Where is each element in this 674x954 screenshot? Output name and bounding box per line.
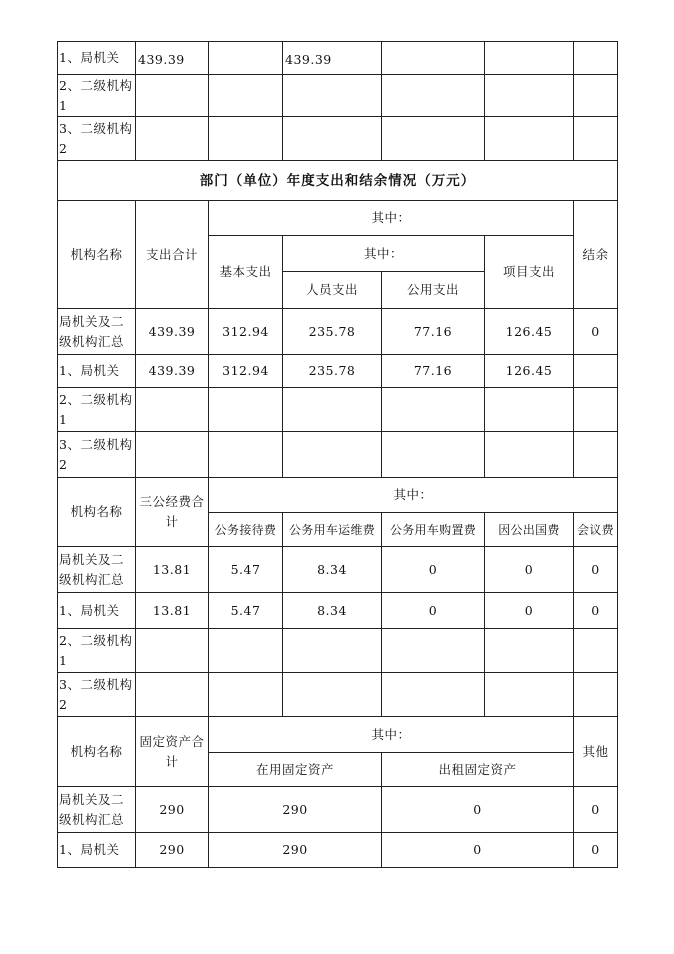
value-cell: 77.16: [382, 309, 485, 355]
value-cell: [136, 673, 209, 717]
value-cell: 13.81: [136, 547, 209, 593]
value-cell: [574, 432, 618, 478]
value-cell: [382, 388, 485, 432]
value-cell: 126.45: [485, 309, 574, 355]
org-name-cell: 局机关及二级机构汇总: [58, 309, 136, 355]
value-cell: [136, 117, 209, 161]
header-basic: 基本支出: [209, 236, 283, 309]
table-row: [58, 673, 618, 717]
value-cell: [485, 432, 574, 478]
value-cell: 0: [574, 309, 618, 355]
header-row: [58, 478, 618, 513]
value-cell: [283, 673, 382, 717]
header-vehicle-purchase: 公务用车购置费: [382, 513, 485, 547]
header-rented: 出租固定资产: [382, 753, 574, 787]
value-cell: 13.81: [136, 593, 209, 629]
header-abroad: 因公出国费: [485, 513, 574, 547]
value-cell: [485, 117, 574, 161]
value-cell: [209, 388, 283, 432]
value-cell: [574, 355, 618, 388]
value-cell: 439.39: [136, 355, 209, 388]
org-name-cell: 3、二级机构2: [58, 117, 136, 161]
section-title: 部门（单位）年度支出和结余情况（万元）: [58, 161, 618, 201]
header-org-name: 机构名称: [58, 478, 136, 547]
value-cell: 0: [574, 593, 618, 629]
value-cell: [209, 117, 283, 161]
value-cell: [209, 42, 283, 75]
value-cell: [382, 42, 485, 75]
value-cell: [382, 75, 485, 117]
value-cell: 312.94: [209, 309, 283, 355]
table-row: [58, 787, 618, 833]
value-cell: [283, 629, 382, 673]
value-cell: 0: [574, 833, 618, 868]
table-row: [58, 309, 618, 355]
org-name-cell: 局机关及二级机构汇总: [58, 547, 136, 593]
table-row: [58, 593, 618, 629]
value-cell: 0: [382, 787, 574, 833]
header-meeting: 会议费: [574, 513, 618, 547]
table-row: [58, 117, 618, 161]
value-cell: [574, 117, 618, 161]
value-cell: [382, 629, 485, 673]
value-cell: 312.94: [209, 355, 283, 388]
table-row: [58, 833, 618, 868]
org-name-cell: 2、二级机构1: [58, 629, 136, 673]
value-cell: 235.78: [283, 309, 382, 355]
org-name-cell: 2、二级机构1: [58, 388, 136, 432]
value-cell: [209, 629, 283, 673]
value-cell: [283, 117, 382, 161]
value-cell: 5.47: [209, 593, 283, 629]
value-cell: [209, 673, 283, 717]
value-cell: 439.39: [136, 42, 209, 75]
org-name-cell: 2、二级机构1: [58, 75, 136, 117]
value-cell: 290: [209, 787, 382, 833]
value-cell: 439.39: [136, 309, 209, 355]
section-title-row: [58, 161, 618, 201]
value-cell: [574, 388, 618, 432]
value-cell: [485, 42, 574, 75]
value-cell: 290: [136, 787, 209, 833]
org-name-cell: 3、二级机构2: [58, 432, 136, 478]
value-cell: [382, 673, 485, 717]
table-row: [58, 629, 618, 673]
value-cell: 0: [485, 547, 574, 593]
value-cell: [136, 629, 209, 673]
table-row: [58, 547, 618, 593]
table-row: [58, 432, 618, 478]
value-cell: 77.16: [382, 355, 485, 388]
table-row: [58, 75, 618, 117]
value-cell: [574, 75, 618, 117]
org-name-cell: 1、局机关: [58, 42, 136, 75]
header-org-name: 机构名称: [58, 201, 136, 309]
value-cell: [574, 629, 618, 673]
value-cell: [574, 673, 618, 717]
org-name-cell: 3、二级机构2: [58, 673, 136, 717]
value-cell: [136, 75, 209, 117]
value-cell: 439.39: [283, 42, 382, 75]
header-basic-of-which: 其中：: [283, 236, 485, 272]
value-cell: [283, 388, 382, 432]
header-other: 其他: [574, 717, 618, 787]
value-cell: [485, 388, 574, 432]
header-total: 三公经费合计: [136, 478, 209, 547]
header-org-name: 机构名称: [58, 717, 136, 787]
table-row: [58, 388, 618, 432]
value-cell: 235.78: [283, 355, 382, 388]
header-balance: 结余: [574, 201, 618, 309]
value-cell: [209, 75, 283, 117]
value-cell: 290: [209, 833, 382, 868]
header-row: [58, 717, 618, 753]
org-name-cell: 1、局机关: [58, 355, 136, 388]
org-name-cell: 1、局机关: [58, 833, 136, 868]
department-budget-table: [57, 41, 618, 868]
value-cell: 0: [382, 833, 574, 868]
value-cell: 0: [574, 787, 618, 833]
value-cell: 8.34: [283, 547, 382, 593]
value-cell: [283, 75, 382, 117]
header-total: 固定资产合计: [136, 717, 209, 787]
table-row: [58, 42, 618, 75]
value-cell: 0: [382, 593, 485, 629]
value-cell: 8.34: [283, 593, 382, 629]
value-cell: 5.47: [209, 547, 283, 593]
header-vehicle-ops: 公务用车运维费: [283, 513, 382, 547]
table-row: [58, 355, 618, 388]
header-in-use: 在用固定资产: [209, 753, 382, 787]
value-cell: 0: [485, 593, 574, 629]
org-name-cell: 局机关及二级机构汇总: [58, 787, 136, 833]
header-of-which: 其中：: [209, 201, 574, 236]
header-total: 支出合计: [136, 201, 209, 309]
value-cell: 0: [382, 547, 485, 593]
value-cell: [382, 432, 485, 478]
header-row: [58, 201, 618, 236]
org-name-cell: 1、局机关: [58, 593, 136, 629]
value-cell: [136, 388, 209, 432]
header-project: 项目支出: [485, 236, 574, 309]
header-personnel: 人员支出: [283, 272, 382, 309]
value-cell: [283, 432, 382, 478]
header-of-which: 其中：: [209, 478, 618, 513]
header-of-which: 其中：: [209, 717, 574, 753]
value-cell: [485, 75, 574, 117]
value-cell: 0: [574, 547, 618, 593]
value-cell: 290: [136, 833, 209, 868]
value-cell: [136, 432, 209, 478]
value-cell: [485, 673, 574, 717]
value-cell: 126.45: [485, 355, 574, 388]
value-cell: [485, 629, 574, 673]
header-reception: 公务接待费: [209, 513, 283, 547]
value-cell: [574, 42, 618, 75]
value-cell: [209, 432, 283, 478]
value-cell: [382, 117, 485, 161]
header-public: 公用支出: [382, 272, 485, 309]
